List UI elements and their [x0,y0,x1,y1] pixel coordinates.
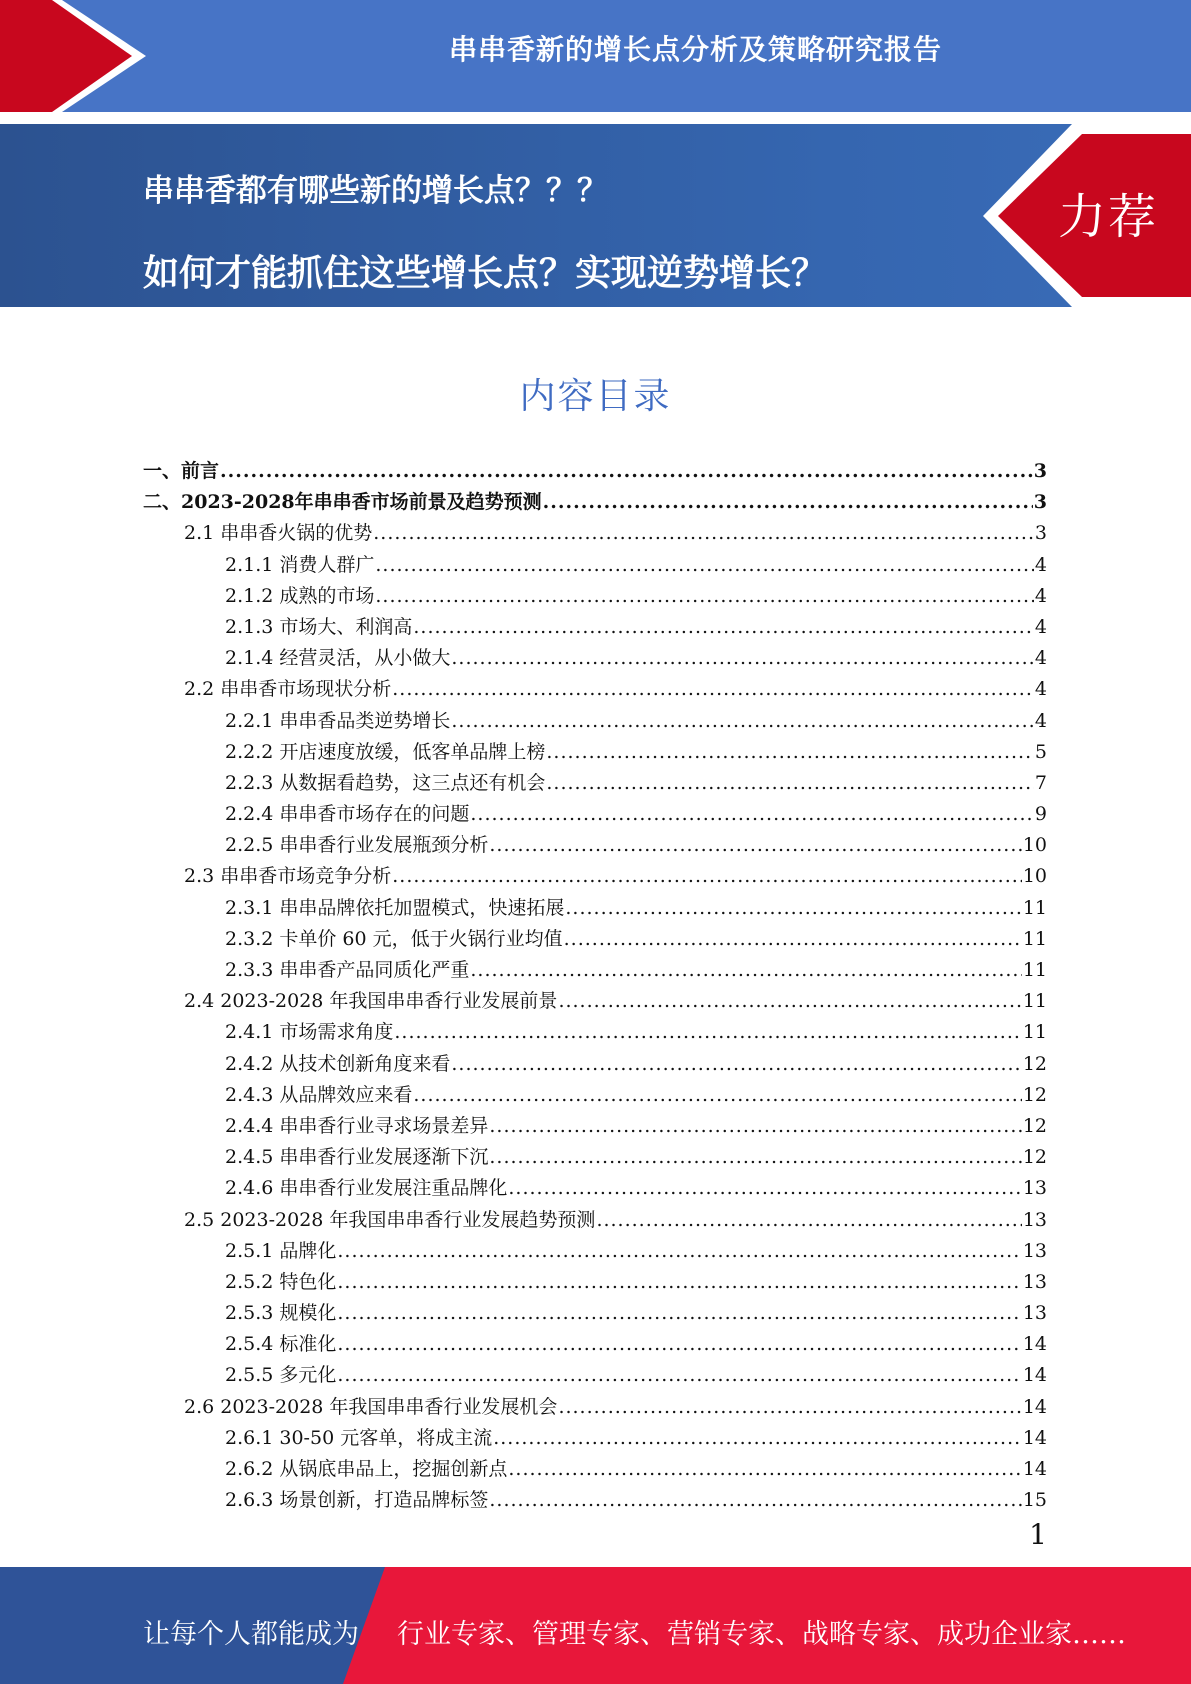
toc-entry-page: 13 [1022,1177,1047,1200]
toc-dot-leader [508,1454,1021,1485]
toc-entry[interactable] [143,706,1047,737]
toc-entry[interactable] [143,456,1047,487]
footer-roles: 行业专家、管理专家、营销专家、战略专家、成功企业家…… [397,1619,1126,1650]
toc-entry[interactable] [143,1329,1047,1360]
toc-entry-page: 13 [1022,1270,1047,1293]
toc-dot-leader [489,1485,1021,1516]
hero-question-1: 串串香都有哪些新的增长点？？？ [143,173,608,209]
toc-entry[interactable] [143,674,1047,705]
toc-entry[interactable] [143,893,1047,924]
toc-entry-label: 2.2.1 串串香品类逆势增长 [225,709,451,732]
toc-entry-page: 5 [1034,740,1047,763]
toc-entry[interactable] [143,518,1047,549]
toc-dot-leader [489,1142,1021,1173]
toc-entry-page: 11 [1022,990,1047,1013]
toc-entry[interactable] [143,768,1047,799]
toc-dot-leader [413,612,1034,643]
toc-entry-page: 3 [1033,460,1047,482]
toc-entry-page: 3 [1034,522,1047,545]
toc-dot-leader [337,1360,1021,1391]
page-number: 1 [1029,1518,1047,1551]
toc-dot-leader [543,487,1033,518]
toc-dot-leader [558,986,1021,1017]
toc-entry-label: 2.4.1 市场需求角度 [225,1021,394,1044]
toc-entry-page: 13 [1022,1239,1047,1262]
report-title: 串串香新的增长点分析及策略研究报告 [448,33,942,66]
toc-entry[interactable] [143,487,1047,518]
toc-dot-leader [337,1329,1021,1360]
toc-entry-label: 2.4.6 串串香行业发展注重品牌化 [225,1177,508,1200]
toc-entry-page: 11 [1022,959,1047,981]
toc-dot-leader [451,706,1034,737]
toc-entry-page: 10 [1022,834,1047,857]
toc-entry[interactable] [143,1267,1047,1298]
toc-dot-leader [392,861,1022,892]
toc-entry-page: 4 [1034,678,1047,701]
toc-entry[interactable] [143,581,1047,612]
toc-entry-label: 2.6.3 场景创新，打造品牌标签 [225,1489,489,1512]
toc-entry[interactable] [143,1080,1047,1111]
toc-entry-label: 2.2.2 开店速度放缓，低客单品牌上榜 [225,740,546,763]
toc-entry[interactable] [143,1173,1047,1204]
recommend-badge: 力荐 [1058,189,1159,245]
toc-dot-leader [546,768,1034,799]
toc-entry[interactable] [143,643,1047,674]
toc-dot-leader [375,550,1034,581]
toc-entry-page: 14 [1022,1458,1047,1480]
toc-entry-page: 15 [1022,1489,1047,1512]
toc-entry-label: 2.4.5 串串香行业发展逐渐下沉 [225,1146,489,1169]
toc-entry-label: 2.4 2023-2028 年我国串串香行业发展前景 [184,990,558,1013]
top-red-chevron [0,0,160,112]
toc-entry-label: 2.5.5 多元化 [225,1364,337,1387]
toc-entry-label: 2.6.2 从锅底串品上，挖掘创新点 [225,1458,508,1480]
toc-entry[interactable] [143,1298,1047,1329]
toc-entry-label: 2.6.1 30-50 元客单，将成主流 [225,1426,493,1449]
toc-dot-leader [565,893,1021,924]
toc-entry[interactable] [143,955,1047,986]
toc-dot-leader [373,518,1034,549]
toc-entry-page: 4 [1034,709,1047,732]
toc-entry-label: 2.4.4 串串香行业寻求场景差异 [225,1114,489,1137]
toc-entry-page: 12 [1022,1146,1047,1169]
toc-entry[interactable] [143,861,1047,892]
toc-entry[interactable] [143,1423,1047,1454]
toc-dot-leader [489,830,1021,861]
toc-dot-leader [470,799,1034,830]
toc-entry-label: 二、2023-2028年串串香市场前景及趋势预测 [143,491,542,514]
toc-entry-label: 2.5.1 品牌化 [225,1239,337,1262]
toc-entry-page: 12 [1022,1114,1047,1137]
toc-entry-page: 13 [1022,1208,1047,1231]
toc-entry[interactable] [143,1049,1047,1080]
toc-entry-label: 2.3 串串香市场竞争分析 [184,865,392,888]
toc-entry[interactable] [143,737,1047,768]
toc-entry-label: 2.2.5 串串香行业发展瓶颈分析 [225,834,489,857]
toc-dot-leader [392,674,1034,705]
toc-entry[interactable] [143,1017,1047,1048]
toc-dot-leader [546,737,1034,768]
toc-entry-label: 2.1.2 成熟的市场 [225,584,375,607]
toc-entry[interactable] [143,1485,1047,1516]
toc-heading: 内容目录 [519,376,672,417]
toc-entry[interactable] [143,1392,1047,1423]
toc-entry[interactable] [143,1205,1047,1236]
toc-entry-page: 4 [1034,553,1047,576]
toc-entry-label: 2.3.1 串串品牌依托加盟模式，快速拓展 [225,896,565,919]
footer-slogan: 让每个人都能成为 [143,1619,359,1650]
toc-dot-leader [375,581,1034,612]
toc-entry-label: 2.4.2 从技术创新角度来看 [225,1052,451,1075]
toc-entry-label: 2.1 串串香火锅的优势 [184,522,373,545]
toc-dot-leader [508,1173,1021,1204]
toc-entry[interactable] [143,1454,1047,1485]
toc-dot-leader [596,1205,1021,1236]
toc-entry-page: 11 [1022,1021,1047,1044]
toc-dot-leader [413,1080,1021,1111]
toc-entry-label: 2.1.1 消费人群广 [225,553,375,576]
toc-entry[interactable] [143,830,1047,861]
toc-entry[interactable] [143,1236,1047,1267]
toc-entry-page: 14 [1022,1426,1047,1449]
toc-entry-label: 2.2 串串香市场现状分析 [184,678,392,701]
table-of-contents [143,456,1047,1516]
toc-entry-label: 一、前言 [143,460,220,482]
toc-entry-page: 3 [1033,491,1047,514]
toc-entry-page: 11 [1022,896,1047,919]
toc-entry-page: 14 [1022,1364,1047,1387]
toc-entry-page: 12 [1022,1083,1047,1106]
toc-entry-label: 2.1.3 市场大、利润高 [225,615,413,638]
toc-entry-label: 2.4.3 从品牌效应来看 [225,1083,413,1106]
toc-entry-page: 14 [1022,1333,1047,1356]
toc-entry-label: 2.2.4 串串香市场存在的问题 [225,803,470,826]
toc-entry-page: 10 [1022,865,1047,888]
toc-dot-leader [451,643,1034,674]
toc-entry-label: 2.5 2023-2028 年我国串串香行业发展趋势预测 [184,1208,596,1231]
toc-entry-label: 2.6 2023-2028 年我国串串香行业发展机会 [184,1395,558,1418]
toc-dot-leader [564,924,1022,955]
hero-question-2: 如何才能抓住这些增长点？实现逆势增长？ [143,253,828,294]
toc-entry-page: 13 [1022,1302,1047,1325]
toc-entry[interactable] [143,924,1047,955]
toc-entry-label: 2.2.3 从数据看趋势，这三点还有机会 [225,771,546,794]
toc-dot-leader [394,1017,1021,1048]
toc-entry-page: 4 [1034,584,1047,607]
toc-entry[interactable] [143,1142,1047,1173]
toc-dot-leader [489,1111,1021,1142]
toc-entry[interactable] [143,799,1047,830]
toc-entry-page: 12 [1022,1052,1047,1075]
toc-entry-page: 14 [1022,1395,1047,1418]
toc-entry[interactable] [143,612,1047,643]
toc-entry-page: 11 [1022,927,1047,950]
toc-dot-leader [451,1049,1021,1080]
toc-entry-page: 4 [1034,647,1047,670]
toc-entry-label: 2.3.3 串串香产品同质化严重 [225,959,470,981]
toc-dot-leader [337,1236,1021,1267]
toc-entry[interactable] [143,986,1047,1017]
toc-entry[interactable] [143,550,1047,581]
toc-entry-label: 2.5.2 特色化 [225,1270,337,1293]
toc-entry-label: 2.1.4 经营灵活，从小做大 [225,647,451,670]
toc-entry-label: 2.3.2 卡单价 60 元，低于火锅行业均值 [225,927,563,950]
toc-dot-leader [337,1298,1021,1329]
toc-dot-leader [470,955,1021,986]
toc-entry[interactable] [143,1360,1047,1391]
toc-entry-page: 7 [1034,771,1047,794]
toc-dot-leader [220,456,1033,487]
toc-entry-page: 9 [1034,803,1047,826]
toc-entry-label: 2.5.3 规模化 [225,1302,337,1325]
toc-dot-leader [337,1267,1021,1298]
toc-entry-page: 4 [1034,615,1047,638]
toc-dot-leader [558,1392,1021,1423]
toc-entry[interactable] [143,1111,1047,1142]
toc-dot-leader [493,1423,1022,1454]
toc-entry-label: 2.5.4 标准化 [225,1333,337,1356]
